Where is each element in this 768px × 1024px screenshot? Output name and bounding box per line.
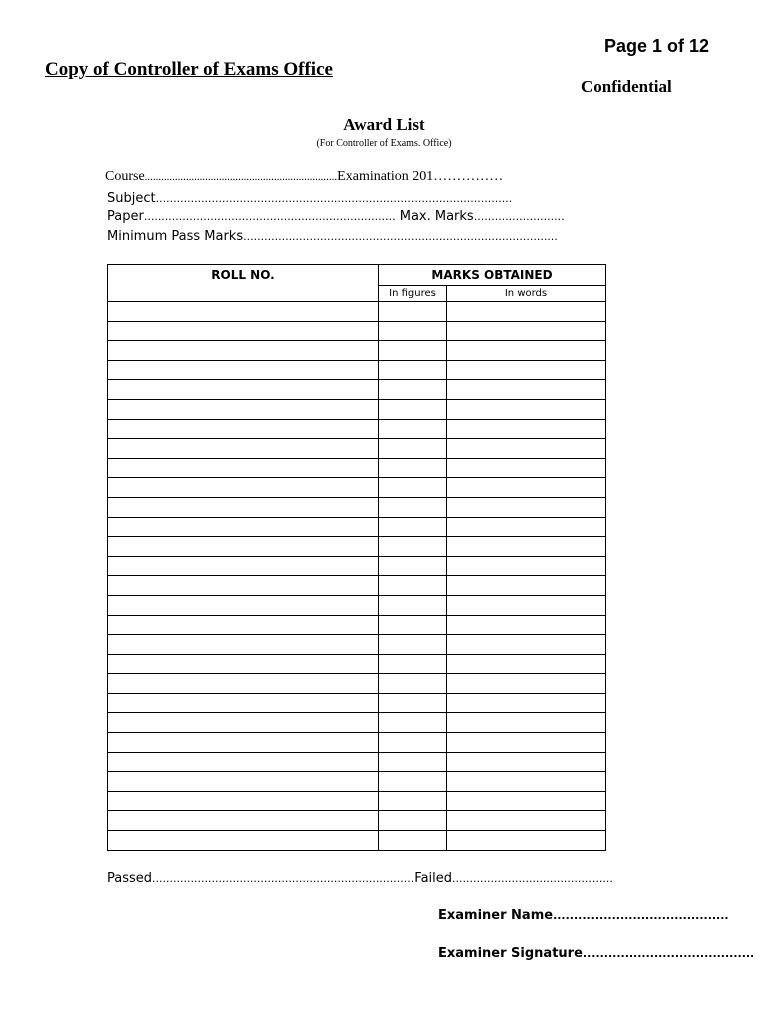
- examiner-name-field[interactable]: ..........................................: [553, 909, 729, 922]
- marks-words-cell[interactable]: [447, 791, 606, 811]
- table-row: [108, 752, 606, 772]
- table-row: [108, 302, 606, 322]
- examiner-signature-line: [438, 946, 754, 961]
- form-title: Award List: [343, 115, 425, 134]
- roll-no-cell[interactable]: [108, 752, 379, 772]
- table-row: [108, 772, 606, 792]
- min-pass-field[interactable]: ..........................................................................................: [243, 230, 558, 243]
- marks-figures-cell[interactable]: [379, 752, 447, 772]
- marks-words-cell[interactable]: [447, 831, 606, 851]
- table-row: [108, 713, 606, 733]
- min-pass-line: [107, 229, 558, 244]
- roll-no-cell[interactable]: [108, 517, 379, 537]
- table-row: [108, 635, 606, 655]
- roll-no-cell[interactable]: [108, 341, 379, 361]
- examiner-name-line: [438, 908, 729, 923]
- roll-no-cell[interactable]: [108, 831, 379, 851]
- passed-label: Passed: [107, 871, 153, 886]
- course-field[interactable]: ......................................................................: [144, 171, 338, 183]
- roll-no-cell[interactable]: [108, 458, 379, 478]
- examination-label: Examination 201: [337, 169, 434, 184]
- marks-figures-cell[interactable]: [379, 654, 447, 674]
- roll-no-cell[interactable]: [108, 576, 379, 596]
- table-row: [108, 791, 606, 811]
- roll-no-cell[interactable]: [108, 693, 379, 713]
- failed-label: Failed: [414, 871, 453, 886]
- roll-no-cell[interactable]: [108, 380, 379, 400]
- marks-figures-cell[interactable]: [379, 341, 447, 361]
- table-row: [108, 831, 606, 851]
- table-row: [108, 556, 606, 576]
- marks-figures-cell[interactable]: [379, 576, 447, 596]
- marks-figures-cell[interactable]: [379, 733, 447, 753]
- table-row: [108, 497, 606, 517]
- marks-figures-cell[interactable]: [379, 556, 447, 576]
- marks-figures-cell[interactable]: [379, 635, 447, 655]
- roll-no-cell[interactable]: [108, 556, 379, 576]
- examiner-signature-field[interactable]: .........................................: [582, 947, 755, 960]
- marks-words-cell[interactable]: [447, 302, 606, 322]
- roll-no-cell[interactable]: [108, 654, 379, 674]
- course-line: [105, 169, 503, 185]
- marks-figures-cell[interactable]: [379, 615, 447, 635]
- roll-no-cell[interactable]: [108, 360, 379, 380]
- table-row: [108, 458, 606, 478]
- marks-figures-cell[interactable]: [379, 321, 447, 341]
- award-table-body: [108, 302, 606, 851]
- marks-words-cell[interactable]: [447, 380, 606, 400]
- table-row: [108, 615, 606, 635]
- marks-figures-cell[interactable]: [379, 791, 447, 811]
- roll-no-cell[interactable]: [108, 772, 379, 792]
- marks-figures-cell[interactable]: [379, 497, 447, 517]
- table-row: [108, 360, 606, 380]
- marks-words-cell[interactable]: [447, 654, 606, 674]
- office-title: Copy of Controller of Exams Office: [45, 59, 333, 80]
- failed-field[interactable]: ..............................................: [452, 872, 613, 885]
- table-row: [108, 419, 606, 439]
- marks-figures-cell[interactable]: [379, 811, 447, 831]
- roll-no-cell[interactable]: [108, 674, 379, 694]
- table-row: [108, 517, 606, 537]
- table-row: [108, 439, 606, 459]
- marks-figures-cell[interactable]: [379, 831, 447, 851]
- marks-figures-cell[interactable]: [379, 458, 447, 478]
- paper-line: [107, 209, 565, 224]
- roll-no-cell[interactable]: [108, 302, 379, 322]
- marks-words-cell[interactable]: [447, 733, 606, 753]
- marks-words-cell[interactable]: [447, 360, 606, 380]
- marks-words-cell[interactable]: [447, 674, 606, 694]
- marks-figures-cell[interactable]: [379, 517, 447, 537]
- roll-no-cell[interactable]: [108, 733, 379, 753]
- table-row: [108, 576, 606, 596]
- examiner-name-label: Examiner Name: [438, 908, 554, 923]
- marks-figures-cell[interactable]: [379, 772, 447, 792]
- marks-words-cell[interactable]: [447, 772, 606, 792]
- examination-field[interactable]: ……………: [433, 169, 504, 184]
- marks-words-cell[interactable]: [447, 321, 606, 341]
- min-pass-label: Minimum Pass Marks: [107, 229, 244, 244]
- examiner-signature-label: Examiner Signature: [438, 946, 583, 961]
- table-row: [108, 733, 606, 753]
- course-label: Course: [105, 169, 145, 184]
- marks-words-cell[interactable]: [447, 537, 606, 557]
- marks-figures-cell[interactable]: [379, 360, 447, 380]
- subject-label: Subject: [107, 191, 156, 206]
- marks-words-cell[interactable]: [447, 419, 606, 439]
- marks-words-cell[interactable]: [447, 517, 606, 537]
- marks-figures-cell[interactable]: [379, 419, 447, 439]
- marks-figures-cell[interactable]: [379, 674, 447, 694]
- confidential-label: Confidential: [581, 77, 672, 96]
- marks-words-cell[interactable]: [447, 497, 606, 517]
- roll-no-cell[interactable]: [108, 713, 379, 733]
- page-number: Page 1 of 12: [604, 36, 710, 56]
- in-figures-header: In figures: [379, 286, 447, 302]
- table-row: [108, 341, 606, 361]
- roll-no-cell[interactable]: [108, 439, 379, 459]
- in-words-header: In words: [447, 286, 606, 302]
- roll-no-cell[interactable]: [108, 635, 379, 655]
- marks-words-cell[interactable]: [447, 713, 606, 733]
- roll-no-header: ROLL NO.: [108, 265, 379, 302]
- roll-no-cell[interactable]: [108, 478, 379, 498]
- marks-figures-cell[interactable]: [379, 693, 447, 713]
- table-row: [108, 595, 606, 615]
- roll-no-cell[interactable]: [108, 537, 379, 557]
- marks-words-cell[interactable]: [447, 635, 606, 655]
- marks-words-cell[interactable]: [447, 576, 606, 596]
- roll-no-cell[interactable]: [108, 497, 379, 517]
- roll-no-cell[interactable]: [108, 321, 379, 341]
- marks-words-cell[interactable]: [447, 556, 606, 576]
- table-row: [108, 811, 606, 831]
- marks-words-cell[interactable]: [447, 693, 606, 713]
- award-table: [107, 264, 606, 851]
- form-subtitle: (For Controller of Exams. Office): [316, 138, 452, 149]
- paper-label: Paper: [107, 209, 144, 224]
- table-row: [108, 478, 606, 498]
- roll-no-cell[interactable]: [108, 399, 379, 419]
- marks-words-cell[interactable]: [447, 615, 606, 635]
- marks-words-cell[interactable]: [447, 439, 606, 459]
- paper-field[interactable]: ........................................................................: [143, 210, 396, 223]
- marks-figures-cell[interactable]: [379, 478, 447, 498]
- table-row: [108, 537, 606, 557]
- marks-figures-cell[interactable]: [379, 713, 447, 733]
- marks-figures-cell[interactable]: [379, 302, 447, 322]
- roll-no-cell[interactable]: [108, 419, 379, 439]
- marks-words-cell[interactable]: [447, 458, 606, 478]
- marks-words-cell[interactable]: [447, 595, 606, 615]
- result-line: [107, 871, 613, 886]
- table-row: [108, 399, 606, 419]
- marks-figures-cell[interactable]: [379, 399, 447, 419]
- marks-words-cell[interactable]: [447, 399, 606, 419]
- marks-figures-cell[interactable]: [379, 439, 447, 459]
- marks-words-cell[interactable]: [447, 811, 606, 831]
- max-marks-field[interactable]: ..........................: [473, 210, 565, 223]
- marks-figures-cell[interactable]: [379, 537, 447, 557]
- max-marks-label: Max. Marks: [399, 209, 474, 224]
- roll-no-cell[interactable]: [108, 791, 379, 811]
- table-row: [108, 693, 606, 713]
- marks-figures-cell[interactable]: [379, 380, 447, 400]
- roll-no-cell[interactable]: [108, 615, 379, 635]
- table-row: [108, 654, 606, 674]
- roll-no-cell[interactable]: [108, 595, 379, 615]
- table-row: [108, 674, 606, 694]
- marks-words-cell[interactable]: [447, 478, 606, 498]
- subject-line: [107, 191, 512, 206]
- marks-words-cell[interactable]: [447, 752, 606, 772]
- marks-words-cell[interactable]: [447, 341, 606, 361]
- table-row: [108, 321, 606, 341]
- passed-field[interactable]: ...........................................................................: [152, 872, 415, 885]
- table-row: [108, 380, 606, 400]
- marks-obtained-header: MARKS OBTAINED: [379, 265, 606, 286]
- subject-field[interactable]: ......................................................................................................: [155, 192, 513, 205]
- marks-figures-cell[interactable]: [379, 595, 447, 615]
- roll-no-cell[interactable]: [108, 811, 379, 831]
